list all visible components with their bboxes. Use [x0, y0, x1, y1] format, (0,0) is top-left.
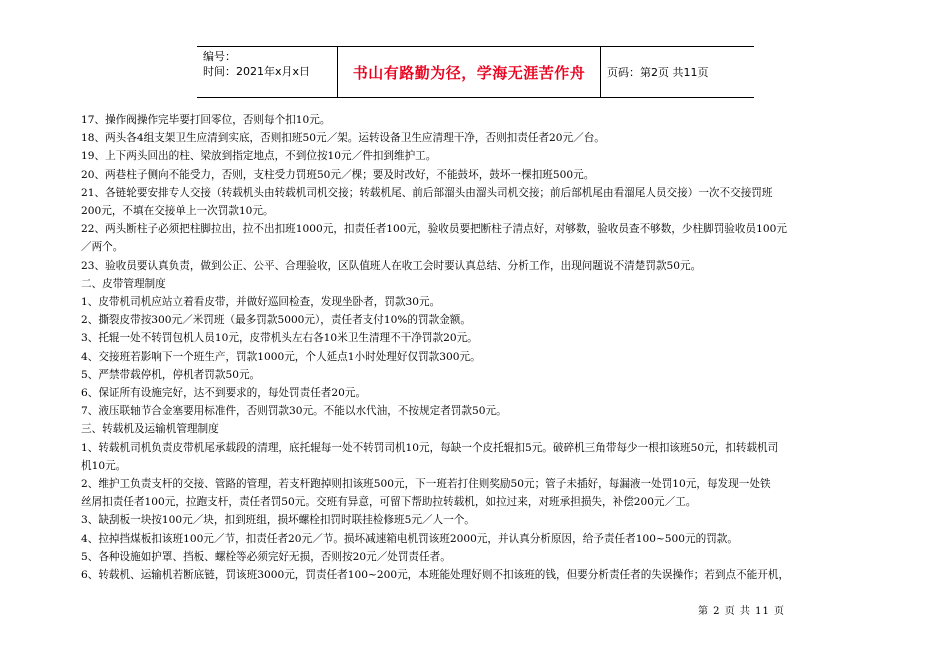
- text-line: 200元，不填在交接单上一次罚款10元。: [81, 205, 274, 218]
- text-line: 19、上下两头回出的柱、梁放到指定地点，不到位按10元／件扣到维护工。: [81, 150, 437, 163]
- text-line: 4、交接班若影响下一个班生产，罚款1000元，个人延点1小时处理好仅罚款300元。: [81, 350, 481, 363]
- page-footer: 第 2 页 共 11 页: [698, 606, 785, 617]
- text-line: 1、皮带机司机应站立着看皮带，并做好巡回检查，发现坐卧者，罚款30元。: [81, 296, 441, 309]
- text-line: 4、拉掉挡煤板扣该班100元／节，扣责任者20元／节。损坏减速箱电机罚该班2000元，并认真分析原因，给予责任者100~500元的罚款。: [81, 532, 738, 545]
- section-heading: 三、转载机及运输机管理制度: [81, 423, 219, 436]
- header-motto: 书山有路勤为径，学海无涯苦作舟: [338, 47, 601, 97]
- text-line: 21、各链轮要安排专人交接（转载机头由转载机司机交接；转载机尾、前后部溜头由溜头司机交接；前后部机尾由看溜尾人员交接）一次不交接罚班: [81, 186, 773, 199]
- time-label: 时间：2021年x月x日: [203, 65, 311, 78]
- text-line: 6、保证所有设施完好，达不到要求的，每处罚责任者20元。: [81, 387, 367, 400]
- section-heading: 二、皮带管理制度: [81, 277, 166, 290]
- text-line: 5、各种设施如护罩、挡板、螺栓等必须完好无损，否则按20元／处罚责任者。: [81, 550, 451, 563]
- text-line: 17、操作阀操作完毕要打回零位，否则每个扣10元。: [81, 114, 331, 126]
- text-line: 1、转载机司机负责皮带机尾承载段的清理，底托辊每一处不转罚司机10元，每缺一个皮托辊扣5元。破碎机三角带每少一根扣该班50元，扣转载机司: [81, 441, 779, 454]
- text-line: 22、两头断柱子必须把柱脚拉出，拉不出扣班1000元，扣责任者100元，验收员要把断柱子清点好，对够数，验收员查不够数，少柱脚罚验收员100元: [81, 223, 787, 236]
- header-meta: [197, 47, 338, 97]
- text-line: ／两个。: [81, 241, 124, 254]
- text-line: 18、两头各4组支架卫生应清到实底，否则扣班50元／架。运转设备卫生应清理干净，否则扣责任者20元／台。: [81, 132, 605, 145]
- text-line: 2、维护工负责支杆的交接、管路的管理，若支杆跑掉则扣该班500元，下一班若打住则奖励50元；管子未插好，每漏液一处罚10元，每发现一处铁: [81, 478, 771, 491]
- text-line: 2、撕裂皮带按300元／米罚班（最多罚款5000元），责任者支付10%的罚款金额。: [81, 314, 471, 327]
- text-line: 3、托辊一处不转罚包机人员10元，皮带机头左右各10米卫生清理不干净罚款20元。: [81, 332, 478, 345]
- text-line: 机10元。: [81, 459, 127, 472]
- text-line: 3、缺刮板一块按100元／块，扣到班组，损坏螺栓扣罚时联挂检修班5元／人一个。: [81, 514, 475, 527]
- text-line: 23、验收员要认真负责，做到公正、公平、合理验收，区队值班人在收工会时要认真总结、分析工作，出现问题说不清楚罚款50元。: [81, 259, 702, 272]
- body-text: [81, 111, 881, 584]
- page-header: [197, 46, 754, 98]
- text-line: 丝屑扣责任者100元，拉跑支杆，责任者罚50元。交班有异意，可留下帮助拉转载机，如拉过来，对班承担损失，补偿200元／工。: [81, 496, 697, 509]
- text-line: 20、两巷柱子侧向不能受力，否则，支柱受力罚班50元／棵；要及时改好，不能鼓坏，鼓坏一棵扣班500元。: [81, 168, 595, 181]
- text-line: 5、严禁带载停机，停机者罚款50元。: [81, 368, 261, 381]
- header-page-code: 页码：第2页 共11页: [607, 66, 709, 79]
- text-line: 7、液压联轴节合金塞要用标准件，否则罚款30元。不能以水代油，不按规定者罚款50元。: [81, 405, 507, 418]
- number-label: 编号：: [203, 50, 236, 63]
- text-line: 6、转载机、运输机若断底链，罚该班3000元，罚责任者100~200元，本班能处理好则不扣该班的钱，但要分析责任者的失误操作；若到点不能开机，: [81, 569, 790, 582]
